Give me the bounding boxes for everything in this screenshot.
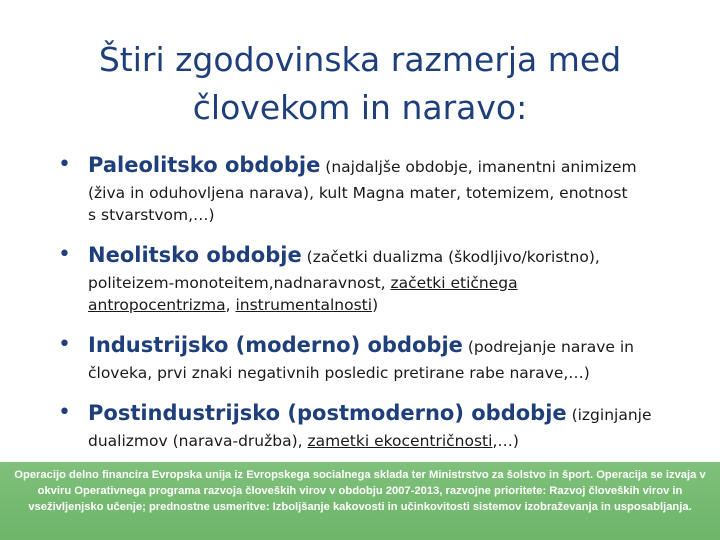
slide-title [40, 36, 680, 132]
footer-line-1: Operacijo delno financira Evropska unija iz Evropskega socialnega sklada ter Ministrstvo za šolstvo in šport. Operacija se izvaja v [14, 469, 706, 481]
title-line-1: Štiri zgodovinska razmerja med [98, 40, 622, 79]
bullet-item-neolithic [58, 240, 688, 316]
bullet-dot-icon: • [58, 332, 71, 357]
bullet-text: (najdaljše obdobje, imanentni animizem [320, 158, 637, 176]
bullet-dot-icon: • [58, 400, 71, 425]
bullet-heading: Paleolitsko obdobje [88, 153, 321, 177]
closing-text: ,…) [492, 432, 519, 450]
separator-text: , [225, 296, 236, 314]
funding-footer [0, 462, 720, 540]
title-line-2: človekom in naravo: [192, 88, 528, 127]
bullet-continuation: politeizem-monoteitem,nadnaravnost, [88, 274, 391, 292]
bullet-continuation: dualizmov (narava-družba), [88, 432, 308, 450]
bullet-text: (izginjanje [566, 406, 652, 424]
bullet-continuation: človeka, prvi znaki negativnih posledic pretirane rabe narave,…) [88, 364, 590, 382]
bullet-text: (podrejanje narave in [462, 338, 634, 356]
closing-text: ) [372, 296, 379, 314]
underlined-term: instrumentalnosti [235, 296, 373, 314]
bullet-item-paleolithic [58, 150, 688, 226]
bullet-heading: Industrijsko (moderno) obdobje [88, 333, 463, 357]
footer-line-3: vseživljenjsko učenje; prednostne usmeritve: Izboljšanje kakovosti in učinkovitosti sistemov izobraževanja in usposabljanja. [28, 501, 692, 513]
bullet-heading: Neolitsko obdobje [88, 243, 302, 267]
underlined-term: začetki etičnega [390, 274, 518, 292]
bullet-dot-icon: • [58, 242, 71, 267]
footer-line-2: okviru Operativnega programa razvoja človeških virov v obdobju 2007-2013, razvojne prioritete: Razvoj človeških virov in [37, 485, 683, 497]
bullet-continuation: (živa in oduhovljena narava), kult Magna mater, totemizem, enotnost [88, 184, 628, 202]
underlined-term: antropocentrizma [88, 296, 226, 314]
bullet-dot-icon: • [58, 152, 71, 177]
bullet-heading: Postindustrijsko (postmoderno) obdobje [88, 401, 567, 425]
bullet-list [58, 150, 688, 466]
bullet-continuation: s stvarstvom,…) [88, 206, 215, 224]
bullet-text: (začetki dualizma (škodljivo/koristno), [301, 248, 600, 266]
underlined-term: zametki ekocentričnosti [307, 432, 493, 450]
bullet-item-industrial [58, 330, 688, 384]
bullet-item-postindustrial [58, 398, 688, 452]
